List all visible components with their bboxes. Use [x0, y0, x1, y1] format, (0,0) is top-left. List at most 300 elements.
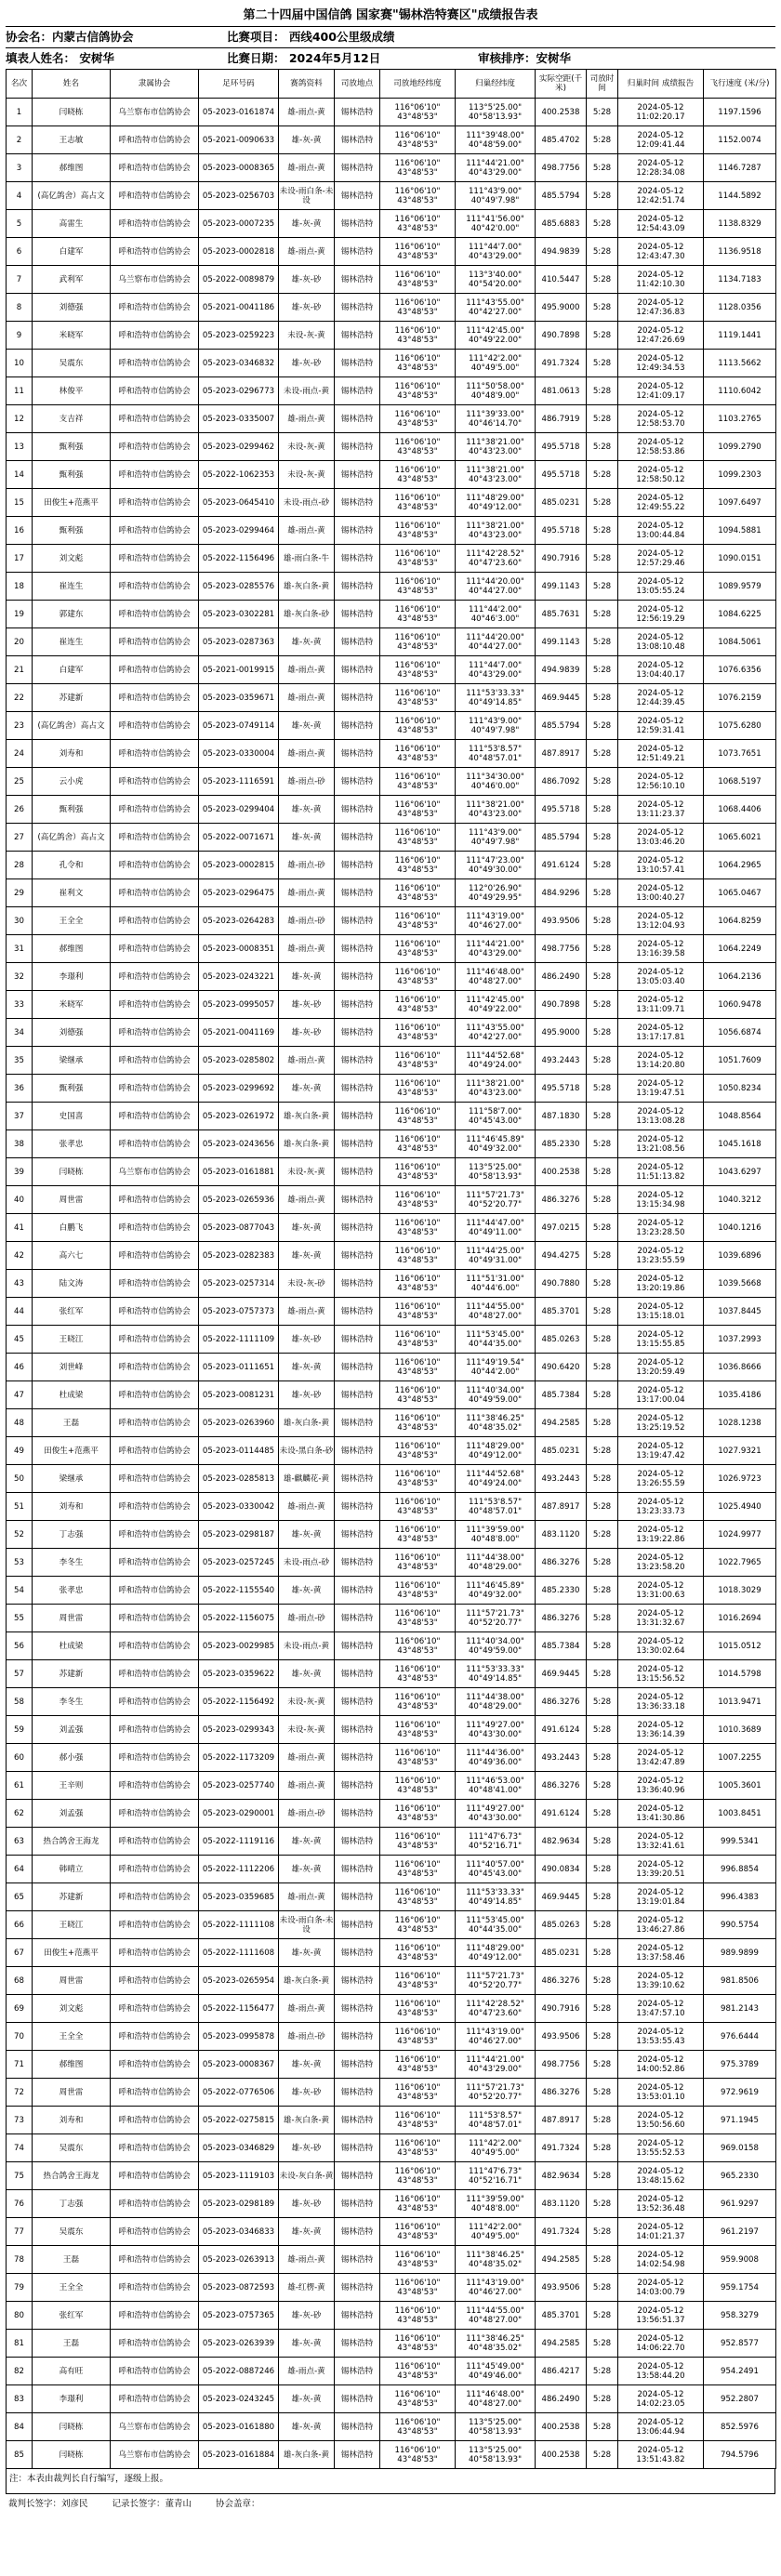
column-header: 司放时间	[587, 70, 618, 99]
table-cell: 05-2022-1156477	[199, 1995, 279, 2023]
table-cell: 111°38'21.00" 40°43'23.00"	[456, 1075, 536, 1103]
table-cell: 05-2023-0302281	[199, 601, 279, 628]
table-cell: 1025.4940	[704, 1493, 776, 1521]
table-cell: 锡林浩特	[335, 1354, 380, 1381]
table-cell: 1068.4406	[704, 796, 776, 824]
table-cell: 2024-05-12 14:02:54.98	[618, 2246, 704, 2274]
table-cell: 呼和浩特市信鸽协会	[111, 1688, 199, 1716]
table-cell: 未设-雨白条-未设	[279, 182, 335, 210]
table-cell: 116°06'10" 43°48'53"	[380, 2218, 456, 2246]
table-cell: 1134.7183	[704, 266, 776, 294]
table-cell: 5:28	[587, 1772, 618, 1800]
table-cell: 5:28	[587, 1605, 618, 1632]
table-cell: 雄-雨点-黄	[279, 740, 335, 768]
table-cell: 雄-麒麟花-黄	[279, 1465, 335, 1493]
table-row	[7, 1856, 776, 1883]
table-cell: 2024-05-12 13:19:47.42	[618, 1437, 704, 1465]
table-cell: 494.4275	[536, 1242, 587, 1270]
table-cell: 1065.0467	[704, 879, 776, 907]
table-cell: 111°38'21.00" 40°43'23.00"	[456, 461, 536, 489]
table-cell: 雄-灰-黄	[279, 2413, 335, 2441]
table-cell: 雄-雨点-砂	[279, 1800, 335, 1828]
table-cell: 485.2330	[536, 1577, 587, 1605]
table-cell: 王晓江	[33, 1911, 111, 1939]
table-cell: 呼和浩特市信鸽协会	[111, 2190, 199, 2218]
table-cell: 05-2023-0290001	[199, 1800, 279, 1828]
table-cell: 28	[7, 852, 33, 879]
table-cell: 116°06'10" 43°48'53"	[380, 2358, 456, 2385]
table-cell: 54	[7, 1577, 33, 1605]
table-cell: 5:28	[587, 601, 618, 628]
table-cell: 2024-05-12 14:02:23.05	[618, 2385, 704, 2413]
table-cell: 雄-雨点-黄	[279, 1995, 335, 2023]
table-cell: 495.9000	[536, 294, 587, 322]
table-cell: 呼和浩特市信鸽协会	[111, 2107, 199, 2134]
table-cell: 05-2023-0359671	[199, 684, 279, 712]
table-cell: 呼和浩特市信鸽协会	[111, 377, 199, 405]
table-cell: 锡林浩特	[335, 1521, 380, 1549]
table-cell: 37	[7, 1103, 33, 1130]
table-cell: 5:28	[587, 2218, 618, 2246]
table-row	[7, 1326, 776, 1354]
table-cell: 锡林浩特	[335, 684, 380, 712]
table-cell: 2024-05-12 12:28:34.08	[618, 154, 704, 182]
table-cell: 锡林浩特	[335, 1632, 380, 1660]
table-cell: 111°57'21.73" 40°52'20.77"	[456, 1186, 536, 1214]
table-cell: 485.5794	[536, 712, 587, 740]
table-cell: 锡林浩特	[335, 1688, 380, 1716]
table-row	[7, 1158, 776, 1186]
column-header: 名次	[7, 70, 33, 99]
table-cell: 雄-灰白条-黄	[279, 1103, 335, 1130]
table-cell: 05-2023-0114485	[199, 1437, 279, 1465]
table-cell: 呼和浩特市信鸽协会	[111, 210, 199, 238]
table-row	[7, 238, 776, 266]
table-cell: 2024-05-12 12:43:47.30	[618, 238, 704, 266]
table-cell: (高亿鸽舍）高占文	[33, 182, 111, 210]
table-header-row	[7, 70, 776, 99]
table-cell: 116°06'10" 43°48'53"	[380, 740, 456, 768]
table-cell: 485.5794	[536, 824, 587, 852]
table-cell: 1018.3029	[704, 1577, 776, 1605]
table-cell: 韩晴立	[33, 1856, 111, 1883]
table-cell: 969.0158	[704, 2134, 776, 2162]
table-cell: 1010.3689	[704, 1716, 776, 1744]
table-cell: 锡林浩特	[335, 1214, 380, 1242]
table-cell: 锡林浩特	[335, 2051, 380, 2079]
table-cell: 甄利强	[33, 1075, 111, 1103]
table-cell: 5:28	[587, 1381, 618, 1409]
table-cell: 2024-05-12 13:39:20.51	[618, 1856, 704, 1883]
table-cell: 976.6444	[704, 2023, 776, 2051]
table-cell: 2024-05-12 13:11:23.37	[618, 796, 704, 824]
table-cell: 5:28	[587, 517, 618, 545]
table-cell: 485.7631	[536, 601, 587, 628]
table-cell: 刘世峰	[33, 1354, 111, 1381]
table-cell: 呼和浩特市信鸽协会	[111, 1465, 199, 1493]
table-cell: 雄-雨点-黄	[279, 1772, 335, 1800]
table-cell: 锡林浩特	[335, 1186, 380, 1214]
table-cell: 5:28	[587, 1298, 618, 1326]
table-cell: 116°06'10" 43°48'53"	[380, 2246, 456, 2274]
table-cell: 05-2023-0346829	[199, 2134, 279, 2162]
table-cell: 雄-雨点-黄	[279, 2358, 335, 2385]
table-cell: 111°50'58.00" 40°48'9.00"	[456, 377, 536, 405]
table-cell: 05-2022-1062353	[199, 461, 279, 489]
table-cell: 呼和浩特市信鸽协会	[111, 1995, 199, 2023]
table-cell: 111°46'45.89" 40°49'32.00"	[456, 1577, 536, 1605]
table-cell: 锡林浩特	[335, 2134, 380, 2162]
table-cell: 张红军	[33, 2302, 111, 2330]
table-cell: 未设-雨点-黄	[279, 377, 335, 405]
table-cell: 05-2021-0019915	[199, 656, 279, 684]
table-cell: 锡林浩特	[335, 1549, 380, 1577]
table-row	[7, 1409, 776, 1437]
table-row	[7, 182, 776, 210]
table-cell: 410.5447	[536, 266, 587, 294]
table-cell: 呼和浩特市信鸽协会	[111, 1744, 199, 1772]
table-cell: 116°06'10" 43°48'53"	[380, 1800, 456, 1828]
table-cell: 呼和浩特市信鸽协会	[111, 1242, 199, 1270]
table-cell: 1119.1441	[704, 322, 776, 350]
table-cell: 495.5718	[536, 433, 587, 461]
table-cell: 雄-灰-砂	[279, 266, 335, 294]
table-cell: 116°06'10" 43°48'53"	[380, 405, 456, 433]
table-row	[7, 1493, 776, 1521]
table-row	[7, 2218, 776, 2246]
table-cell: 高六七	[33, 1242, 111, 1270]
table-cell: 未设-灰-黄	[279, 1158, 335, 1186]
table-cell: 锡林浩特	[335, 99, 380, 126]
table-cell: 雄-灰-黄	[279, 1214, 335, 1242]
table-cell: 116°06'10" 43°48'53"	[380, 628, 456, 656]
table-cell: 5:28	[587, 628, 618, 656]
table-cell: 486.3276	[536, 1688, 587, 1716]
table-cell: 05-2022-1173209	[199, 1744, 279, 1772]
table-cell: 05-2023-0263939	[199, 2330, 279, 2358]
table-cell: 锡林浩特	[335, 740, 380, 768]
table-cell: 2024-05-12 14:01:21.37	[618, 2218, 704, 2246]
table-cell: 2024-05-12 13:25:19.52	[618, 1409, 704, 1437]
table-cell: 雄-灰-黄	[279, 824, 335, 852]
table-cell: 05-2023-0299343	[199, 1716, 279, 1744]
table-cell: 锡林浩特	[335, 1437, 380, 1465]
table-cell: 未设-雨白条-未设	[279, 1911, 335, 1939]
table-cell: 111°41'56.00" 40°42'0.00"	[456, 210, 536, 238]
table-row	[7, 2134, 776, 2162]
table-cell: 111°44'38.00" 40°48'29.00"	[456, 1688, 536, 1716]
table-cell: 116°06'10" 43°48'53"	[380, 907, 456, 935]
table-cell: 116°06'10" 43°48'53"	[380, 963, 456, 991]
table-cell: 05-2023-0243656	[199, 1130, 279, 1158]
table-cell: 雄-灰白条-黄	[279, 1130, 335, 1158]
table-cell: 498.7756	[536, 2051, 587, 2079]
table-cell: 5:28	[587, 1130, 618, 1158]
table-cell: 111°44'36.00" 40°49'36.00"	[456, 1744, 536, 1772]
table-cell: 116°06'10" 43°48'53"	[380, 266, 456, 294]
table-cell: 热合鸽舍王海龙	[33, 2162, 111, 2190]
table-cell: 2024-05-12 12:41:09.17	[618, 377, 704, 405]
table-cell: 113°5'25.00" 40°58'13.93"	[456, 2441, 536, 2469]
table-cell: 111°53'45.00" 40°44'35.00"	[456, 1911, 536, 1939]
table-cell: 972.9619	[704, 2079, 776, 2107]
table-cell: 116°06'10" 43°48'53"	[380, 2023, 456, 2051]
table-cell: 锡林浩特	[335, 601, 380, 628]
table-cell: 2024-05-12 13:06:44.94	[618, 2413, 704, 2441]
table-cell: 05-2022-1119116	[199, 1828, 279, 1856]
table-cell: 69	[7, 1995, 33, 2023]
column-header: 赛鸽资料	[279, 70, 335, 99]
table-cell: 961.2197	[704, 2218, 776, 2246]
column-header: 姓名	[33, 70, 111, 99]
table-cell: 111°42'28.52" 40°47'23.60"	[456, 545, 536, 573]
table-cell: 975.3789	[704, 2051, 776, 2079]
table-cell: 5:28	[587, 377, 618, 405]
table-cell: 116°06'10" 43°48'53"	[380, 1214, 456, 1242]
table-cell: 5:28	[587, 796, 618, 824]
table-cell: 2024-05-12 13:32:41.61	[618, 1828, 704, 1856]
table-cell: 5:28	[587, 2134, 618, 2162]
table-row	[7, 322, 776, 350]
table-cell: 38	[7, 1130, 33, 1158]
table-cell: 24	[7, 740, 33, 768]
table-cell: 495.5718	[536, 461, 587, 489]
table-cell: 499.1143	[536, 628, 587, 656]
table-cell: 116°06'10" 43°48'53"	[380, 1883, 456, 1911]
table-cell: 雄-灰-黄	[279, 2385, 335, 2413]
table-cell: 111°44'38.00" 40°48'29.00"	[456, 1549, 536, 1577]
table-row	[7, 1995, 776, 2023]
table-cell: 锡林浩特	[335, 377, 380, 405]
table-cell: 呼和浩特市信鸽协会	[111, 2023, 199, 2051]
table-row	[7, 461, 776, 489]
table-cell: 未设-黑白条-砂	[279, 1437, 335, 1465]
table-cell: 雄-雨点-砂	[279, 768, 335, 796]
table-cell: 111°42'2.00" 40°49'5.00"	[456, 2134, 536, 2162]
table-cell: 05-2023-0877043	[199, 1214, 279, 1242]
table-row	[7, 1130, 776, 1158]
table-cell: 29	[7, 879, 33, 907]
table-cell: 493.9506	[536, 2274, 587, 2302]
table-cell: 58	[7, 1688, 33, 1716]
table-cell: 490.7916	[536, 545, 587, 573]
table-cell: 锡林浩特	[335, 350, 380, 377]
table-cell: 111°44'55.00" 40°48'27.00"	[456, 2302, 536, 2330]
table-cell: 李璟利	[33, 2385, 111, 2413]
table-cell: 05-2022-0089879	[199, 266, 279, 294]
table-cell: 呼和浩特市信鸽协会	[111, 1577, 199, 1605]
table-cell: 锡林浩特	[335, 322, 380, 350]
table-cell: 116°06'10" 43°48'53"	[380, 350, 456, 377]
table-row	[7, 2302, 776, 2330]
table-cell: 2024-05-12 12:09:41.44	[618, 126, 704, 154]
table-cell: 未设-灰白条-黄	[279, 2162, 335, 2190]
table-cell: 支吉祥	[33, 405, 111, 433]
table-cell: 呼和浩特市信鸽协会	[111, 461, 199, 489]
table-cell: 111°48'29.00" 40°49'12.00"	[456, 1437, 536, 1465]
table-cell: 张孝忠	[33, 1130, 111, 1158]
table-cell: 72	[7, 2079, 33, 2107]
table-cell: 35	[7, 1047, 33, 1075]
table-cell: 68	[7, 1967, 33, 1995]
table-cell: 05-2023-0282383	[199, 1242, 279, 1270]
reviewer-name: 审核排序：安树华	[478, 51, 572, 65]
table-cell: 116°06'10" 43°48'53"	[380, 238, 456, 266]
table-cell: 锡林浩特	[335, 2358, 380, 2385]
table-cell: 雄-灰-砂	[279, 2302, 335, 2330]
table-cell: 呼和浩特市信鸽协会	[111, 545, 199, 573]
table-row	[7, 1967, 776, 1995]
table-cell: 1099.2303	[704, 461, 776, 489]
table-cell: 05-2023-0872593	[199, 2274, 279, 2302]
table-cell: 雄-灰白条-黄	[279, 573, 335, 601]
table-cell: 5:28	[587, 1939, 618, 1967]
table-cell: 锡林浩特	[335, 266, 380, 294]
table-row	[7, 1883, 776, 1911]
table-cell: 485.0231	[536, 1437, 587, 1465]
table-cell: 雄-灰-黄	[279, 2330, 335, 2358]
table-cell: 乌兰察布市信鸽协会	[111, 266, 199, 294]
table-cell: 锡林浩特	[335, 2218, 380, 2246]
table-cell: 雄-灰-黄	[279, 1828, 335, 1856]
table-cell: 2024-05-12 11:02:20.17	[618, 99, 704, 126]
table-cell: 呼和浩特市信鸽协会	[111, 1354, 199, 1381]
table-cell: 18	[7, 573, 33, 601]
table-cell: 呼和浩特市信鸽协会	[111, 182, 199, 210]
table-cell: 锡林浩特	[335, 2023, 380, 2051]
table-cell: 111°43'19.00" 40°46'27.00"	[456, 907, 536, 935]
table-cell: 05-2023-0243245	[199, 2385, 279, 2413]
table-row	[7, 796, 776, 824]
table-cell: 111°48'29.00" 40°49'12.00"	[456, 489, 536, 517]
table-cell: 林俊平	[33, 377, 111, 405]
table-cell: 雄-灰白条-黄	[279, 2441, 335, 2469]
table-cell: 雄-灰-砂	[279, 294, 335, 322]
table-cell: 雄-雨点-黄	[279, 1298, 335, 1326]
table-cell: 1084.6225	[704, 601, 776, 628]
race-name: 比赛项目： 西线400公里级成绩	[227, 30, 395, 44]
table-cell: 5:28	[587, 2162, 618, 2190]
table-cell: 05-2023-0359622	[199, 1660, 279, 1688]
table-cell: 76	[7, 2190, 33, 2218]
table-cell: 郝小强	[33, 1744, 111, 1772]
table-cell: 5:28	[587, 1465, 618, 1493]
table-cell: 2024-05-12 13:42:47.89	[618, 1744, 704, 1772]
table-cell: 116°06'10" 43°48'53"	[380, 852, 456, 879]
table-cell: 13	[7, 433, 33, 461]
table-cell: (高亿鸽舍）高占文	[33, 712, 111, 740]
table-cell: 111°49'27.00" 40°43'30.00"	[456, 1716, 536, 1744]
table-cell: 5:28	[587, 238, 618, 266]
table-cell: 乌兰察布市信鸽协会	[111, 99, 199, 126]
filler-name: 填表人姓名： 安树华	[6, 51, 114, 65]
table-cell: 1060.9478	[704, 991, 776, 1019]
table-cell: 5:28	[587, 322, 618, 350]
table-cell: 呼和浩特市信鸽协会	[111, 824, 199, 852]
table-cell: 周世雷	[33, 2079, 111, 2107]
table-cell: 05-2023-0645410	[199, 489, 279, 517]
table-cell: 5:28	[587, 1047, 618, 1075]
table-cell: 83	[7, 2385, 33, 2413]
table-cell: 111°39'59.00" 40°48'8.00"	[456, 1521, 536, 1549]
table-cell: 锡林浩特	[335, 628, 380, 656]
table-cell: 雄-红楞-黄	[279, 2274, 335, 2302]
table-cell: 刘寿和	[33, 2107, 111, 2134]
table-cell: 2024-05-12 13:36:14.39	[618, 1716, 704, 1744]
table-cell: 王全全	[33, 2274, 111, 2302]
table-cell: 05-2023-0265954	[199, 1967, 279, 1995]
table-cell: 丁志强	[33, 1521, 111, 1549]
table-cell: 5:28	[587, 1688, 618, 1716]
table-cell: 111°39'59.00" 40°48'8.00"	[456, 2190, 536, 2218]
table-cell: 丁志强	[33, 2190, 111, 2218]
table-cell: 05-2023-0335007	[199, 405, 279, 433]
table-cell: 05-2023-0296475	[199, 879, 279, 907]
table-cell: 王晓江	[33, 1326, 111, 1354]
table-cell: 雄-灰-黄	[279, 712, 335, 740]
table-cell: 111°47'6.73" 40°52'16.71"	[456, 2162, 536, 2190]
table-cell: 锡林浩特	[335, 1716, 380, 1744]
table-cell: 62	[7, 1800, 33, 1828]
table-cell: 2024-05-12 13:41:30.86	[618, 1800, 704, 1828]
table-cell: 2024-05-12 13:58:44.20	[618, 2358, 704, 2385]
table-cell: 32	[7, 963, 33, 991]
table-cell: 呼和浩特市信鸽协会	[111, 1437, 199, 1465]
table-cell: 116°06'10" 43°48'53"	[380, 2134, 456, 2162]
table-cell: 05-2022-1156492	[199, 1688, 279, 1716]
table-cell: 雄-雨点-黄	[279, 1744, 335, 1772]
table-cell: 111°42'28.52" 40°47'23.60"	[456, 1995, 536, 2023]
table-cell: 491.7324	[536, 2134, 587, 2162]
table-cell: 113°5'25.00" 40°58'13.93"	[456, 1158, 536, 1186]
table-row	[7, 824, 776, 852]
table-cell: 锡林浩特	[335, 656, 380, 684]
table-cell: 116°06'10" 43°48'53"	[380, 879, 456, 907]
table-cell: 485.3701	[536, 1298, 587, 1326]
table-cell: 雄-灰-黄	[279, 1354, 335, 1381]
table-cell: 485.7384	[536, 1381, 587, 1409]
table-cell: 491.6124	[536, 1800, 587, 1828]
table-cell: 487.8917	[536, 1493, 587, 1521]
table-cell: 刘寿和	[33, 740, 111, 768]
table-cell: 锡林浩特	[335, 1939, 380, 1967]
table-row	[7, 489, 776, 517]
table-cell: 2024-05-12 13:50:56.60	[618, 2107, 704, 2134]
table-cell: 刘德强	[33, 294, 111, 322]
table-cell: 05-2023-0007235	[199, 210, 279, 238]
table-cell: 111°53'33.33" 40°49'14.85"	[456, 684, 536, 712]
table-cell: 111°44'47.00" 40°49'11.00"	[456, 1214, 536, 1242]
table-cell: 梁继承	[33, 1465, 111, 1493]
table-cell: 锡林浩特	[335, 991, 380, 1019]
column-header: 飞行速度 (米/分)	[704, 70, 776, 99]
table-row	[7, 1242, 776, 1270]
table-cell: 111°44'21.00" 40°43'29.00"	[456, 935, 536, 963]
table-cell: 2024-05-12 12:59:31.41	[618, 712, 704, 740]
table-cell: 雄-灰白条-黄	[279, 1967, 335, 1995]
table-cell: 5:28	[587, 294, 618, 322]
table-cell: 05-2023-0263913	[199, 2246, 279, 2274]
table-cell: 78	[7, 2246, 33, 2274]
table-cell: 111°38'21.00" 40°43'23.00"	[456, 433, 536, 461]
table-cell: 崔连生	[33, 628, 111, 656]
table-cell: 111°46'48.00" 40°48'27.00"	[456, 2385, 536, 2413]
table-cell: 呼和浩特市信鸽协会	[111, 740, 199, 768]
table-cell: 5:28	[587, 656, 618, 684]
table-row	[7, 656, 776, 684]
table-cell: 486.4217	[536, 2358, 587, 2385]
table-cell: 2024-05-12 13:15:18.01	[618, 1298, 704, 1326]
